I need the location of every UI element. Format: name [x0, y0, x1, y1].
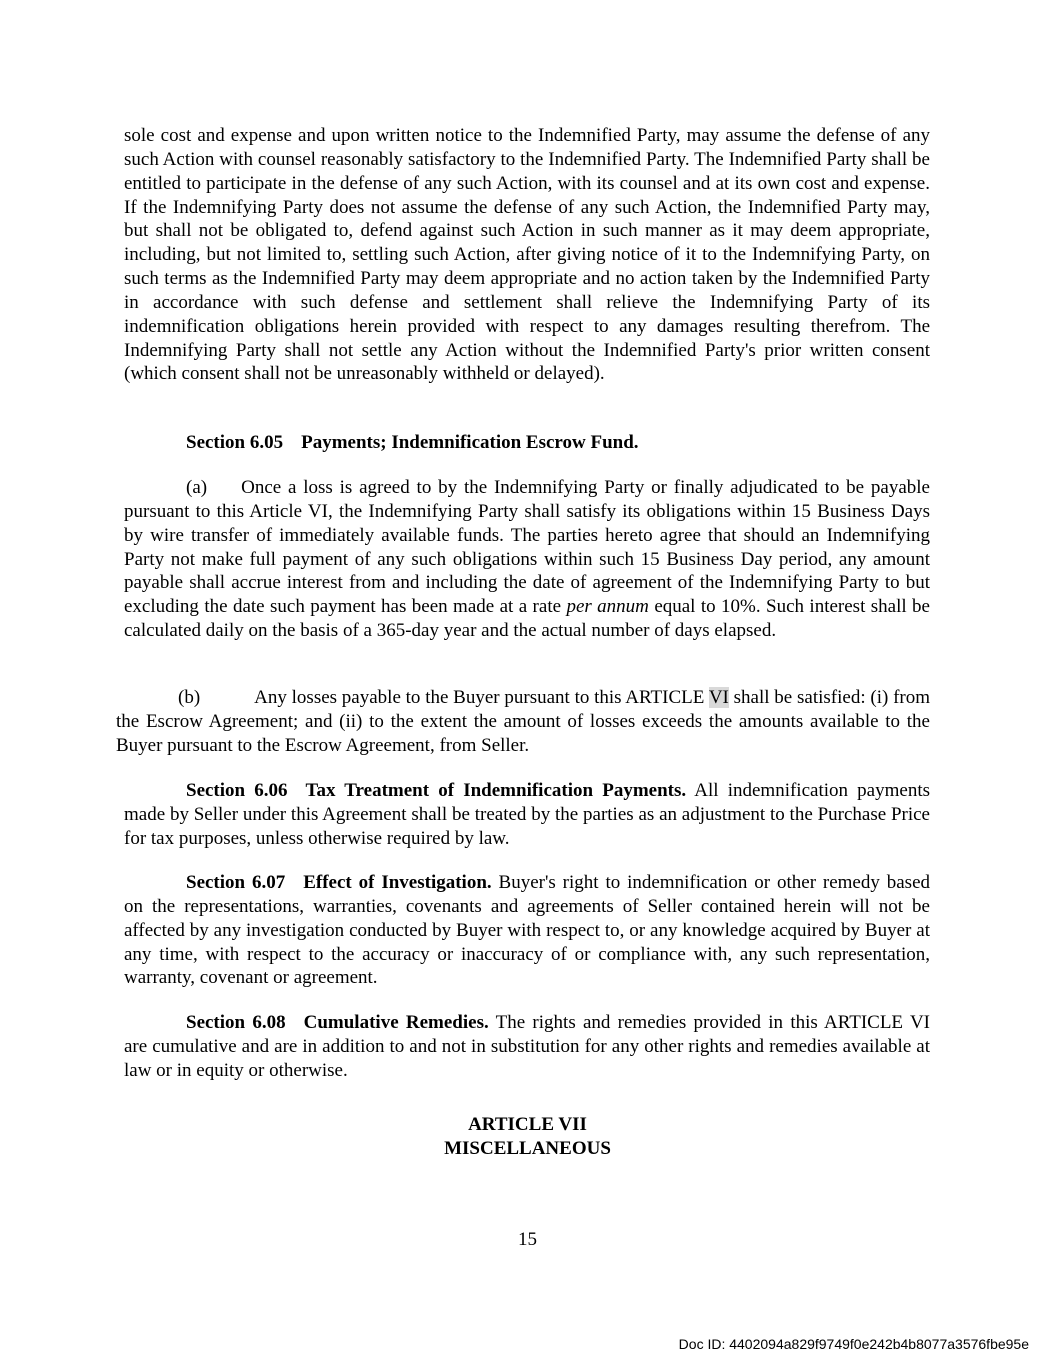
para-b-label: (b)	[178, 687, 201, 708]
section-608-number: Section 6.08	[186, 1012, 286, 1033]
continuation-paragraph: sole cost and expense and upon written notice to the Indemnified Party, may assume the defense of any such Action with counsel reasonably satisfactory to the Indemnified Party. The Indemnified Party shall be entitled to participate in the defense of any such Action, with its counsel and at its own cost and expense. If the Indemnifying Party does not assume the defense of any such Action, the Indemnified Party may, but shall not be obligated to, defend against such Action in such manner as it may deem appropriate, including, but not limited to, settling such Action, after giving notice of it to the Indemnifying Party, on such terms as the Indemnified Party may deem appropriate and no action taken by the Indemnified Party in accordance with such defense and settlement shall relieve the Indemnifying Party of its indemnification obligations herein provided with respect to any damages resulting therefrom. The Indemnifying Party shall not settle any Action without the Indemnified Party's prior written consent (which consent shall not be unreasonably withheld or delayed).	[124, 125, 930, 385]
section-606-body: All indemnification payments made by Seller under this Agreement shall be treated by the parties as an adjustment to the Purchase Price for tax purposes, unless otherwise required by law.	[124, 780, 930, 849]
para-a-italic: per annum	[566, 596, 649, 618]
section-605-heading	[186, 431, 639, 455]
para-a-text-2: equal to 10%. Such interest shall be calculated daily on the basis of a 365-day year and the actual number of days elapsed.	[124, 596, 930, 642]
doc-id-footer: Doc ID: 4402094a829f9749f0e242b4b8077a3576fbe95e	[678, 1336, 1029, 1352]
section-605-title: Payments; Indemnification Escrow Fund.	[301, 432, 639, 453]
section-607-paragraph	[124, 871, 930, 990]
para-b-text-1: Any losses payable to the Buyer pursuant to this ARTICLE	[254, 687, 705, 708]
section-606-paragraph	[124, 779, 930, 851]
article-heading-line2: MISCELLANEOUS	[444, 1138, 611, 1159]
section-605-number: Section 6.05	[186, 432, 284, 453]
para-b-highlight: VI	[708, 687, 729, 708]
section-608-title: Cumulative Remedies.	[303, 1012, 489, 1033]
article-heading-line1: ARTICLE VII	[468, 1114, 587, 1135]
section-607-body: Buyer's right to indemnification or other remedy based on the representations, warranties, covenants and agreements of Seller contained herein will not be affected by any investigation conducted by Buyer with respect to, or any knowledge acquired by Buyer at any time, with respect to the accuracy or inaccuracy of or compliance with, any such representation, warranty, covenant or agreement.	[124, 872, 931, 989]
para-a-text-1: Once a loss is agreed to by the Indemnifying Party or finally adjudicated to be payable pursuant to this Article VI, the Indemnifying Party shall satisfy its obligations within 15 Business Days by wire transfer of immediately available funds. The parties hereto agree that should an Indemnifying Party not make full payment of any such obligations within such 15 Business Day period, any amount payable shall accrue interest from and including the date of agreement of the Indemnifying Party to but excluding the date such payment has been made at a rate	[124, 477, 930, 618]
section-605-para-b	[116, 686, 930, 758]
section-606-title: Tax Treatment of Indemnification Payments.	[305, 780, 687, 801]
section-608-body: The rights and remedies provided in this ARTICLE VI are cumulative and are in addition to and not in substitution for any other rights and remedies available at law or in equity or otherwise.	[124, 1012, 931, 1081]
section-607-number: Section 6.07	[186, 872, 286, 893]
section-608-paragraph	[124, 1011, 930, 1083]
para-b-text-2: shall be satisfied: (i) from the Escrow Agreement; and (ii) to the extent the amount of losses exceeds the amounts available to the Buyer pursuant to the Escrow Agreement, from Seller.	[116, 687, 931, 756]
para-a-label: (a)	[186, 477, 208, 498]
page-number: 15	[518, 1229, 537, 1250]
section-606-number: Section 6.06	[186, 780, 288, 801]
section-607-title: Effect of Investigation.	[303, 872, 492, 893]
section-605-para-a	[124, 476, 930, 643]
